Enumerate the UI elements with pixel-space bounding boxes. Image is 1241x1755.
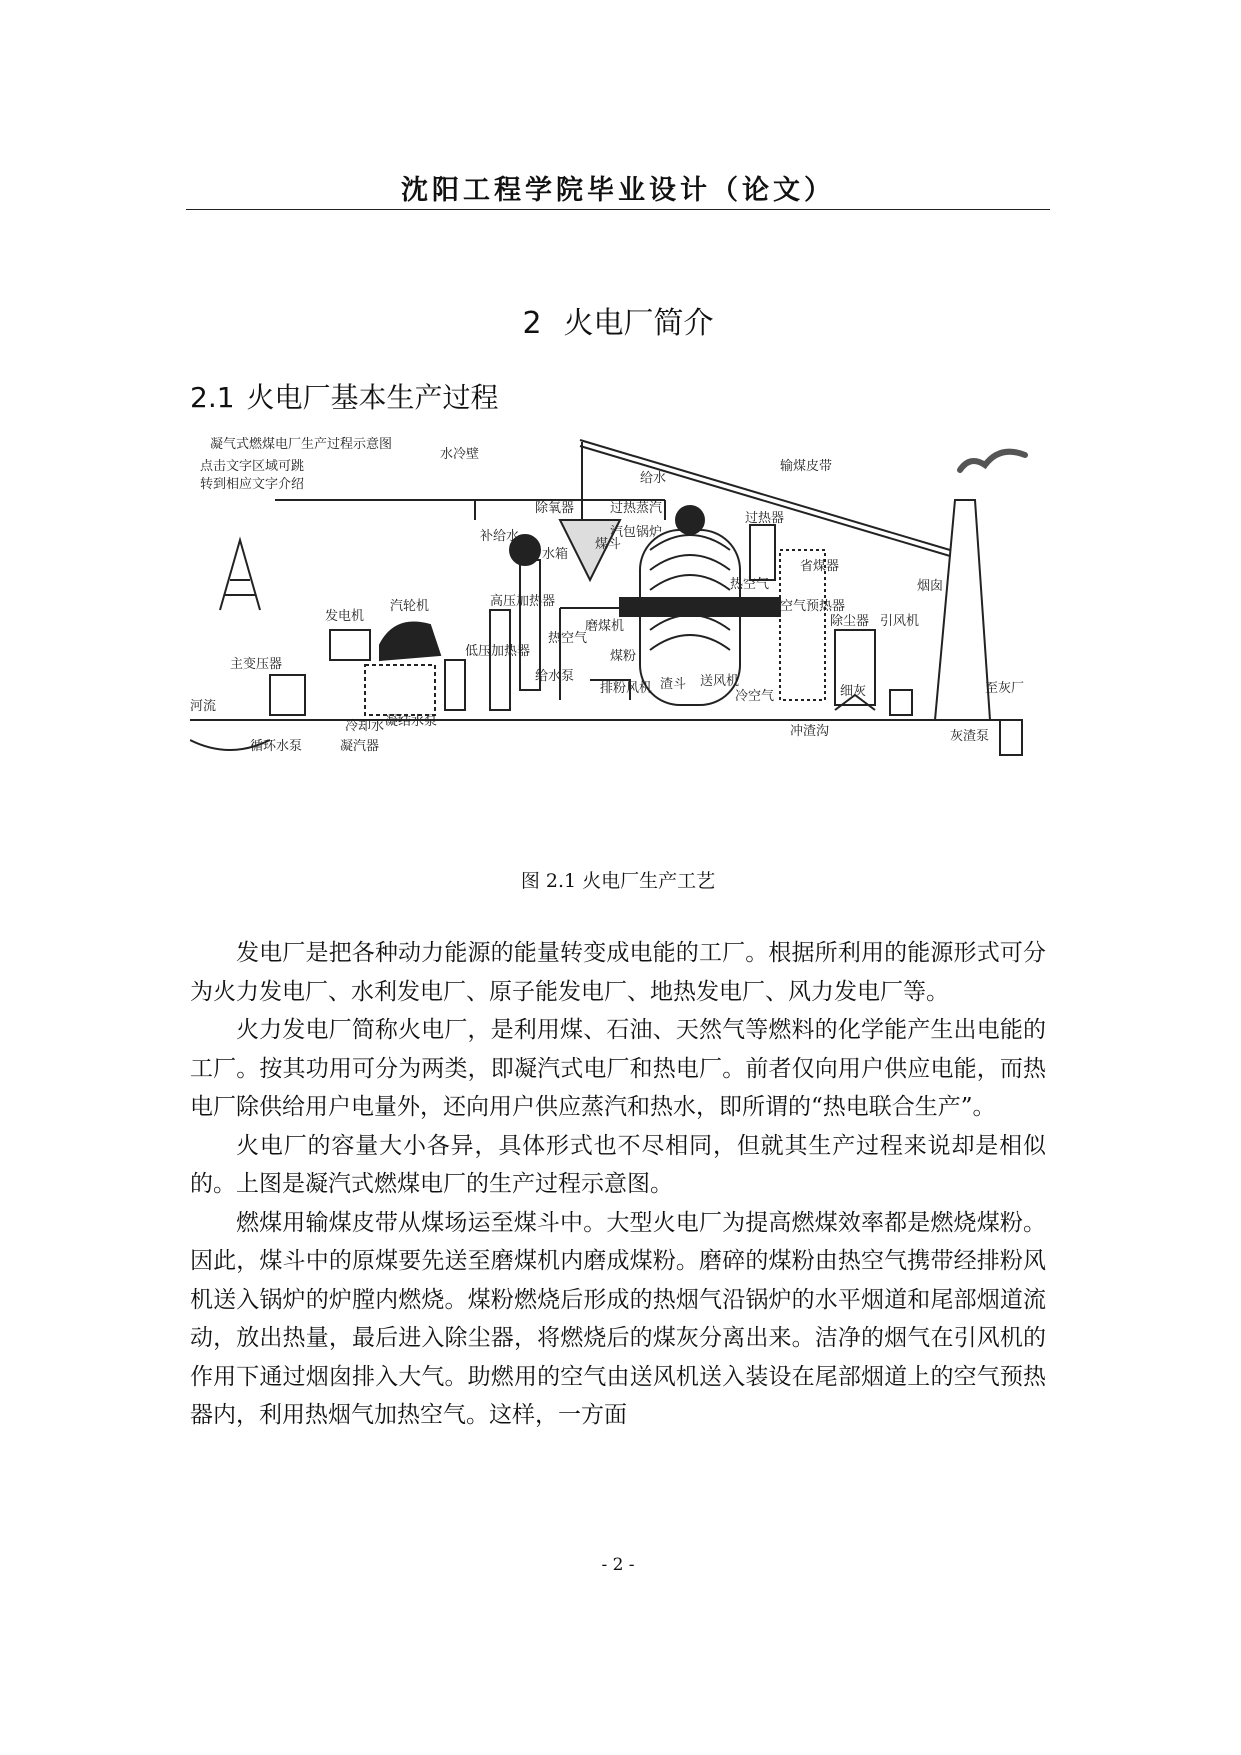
label-lp-heater: 低压加热器 — [465, 644, 531, 659]
paragraph: 火电厂的容量大小各异，具体形式也不尽相同，但就其生产过程来说却是相似的。上图是凝汽式燃煤电厂的生产过程示意图。 — [190, 1132, 1046, 1197]
label-chimney: 烟囱 — [917, 579, 944, 594]
label-coal-powder: 煤粉 — [610, 649, 637, 664]
label-cooling-water: 冷却水 — [345, 719, 385, 734]
page-header-title: 沈阳工程学院毕业设计（论文） — [401, 175, 835, 206]
label-water-tank: 水箱 — [542, 547, 569, 562]
label-turbine: 汽轮机 — [390, 599, 430, 614]
label-river: 河流 — [190, 699, 217, 714]
label-economizer: 省煤器 — [800, 559, 840, 574]
section-number: 2.1 — [190, 381, 235, 414]
figure-caption: 图 2.1 火电厂生产工艺 — [520, 870, 716, 892]
label-superheated-steam: 过热蒸汽 — [610, 501, 663, 516]
label-exhaust-fan: 排粉风机 — [600, 681, 653, 696]
label-dust-collector: 除尘器 — [830, 614, 870, 629]
label-coal-mill: 磨煤机 — [585, 619, 625, 634]
label-slag-pump: 灰渣泵 — [950, 729, 990, 744]
diagram-note-line2: 转到相应文字介绍 — [200, 477, 305, 492]
label-main-transformer: 主变压器 — [230, 657, 283, 672]
power-plant-diagram — [190, 430, 1140, 850]
label-drum-boiler: 汽包锅炉 — [610, 525, 663, 540]
label-to-ash-yard: 至灰厂 — [985, 681, 1025, 696]
label-forced-fan: 送风机 — [700, 674, 740, 689]
paragraph: 发电厂是把各种动力能源的能量转变成电能的工厂。根据所利用的能源形式可分为火力发电厂、水利发电厂、原子能发电厂、地热发电厂、风力发电厂等。 — [190, 940, 1046, 1005]
label-hot-air-top: 热空气 — [730, 577, 770, 592]
chapter-title: 火电厂简介 — [563, 306, 714, 341]
label-slag-trench: 冲渣沟 — [790, 724, 830, 739]
label-induced-fan: 引风机 — [880, 614, 920, 629]
label-circ-pump: 循环水泵 — [250, 739, 303, 754]
label-hot-air-left: 热空气 — [548, 631, 588, 646]
label-condenser: 凝汽器 — [340, 739, 380, 754]
page-number: - 2 - — [601, 1555, 635, 1575]
label-feed-water: 给水 — [640, 471, 667, 486]
label-water-wall: 水冷壁 — [440, 447, 480, 462]
header-rule — [186, 209, 1050, 210]
label-coal-belt: 输煤皮带 — [780, 459, 833, 474]
paragraph: 燃煤用输煤皮带从煤场运至煤斗中。大型火电厂为提高燃煤效率都是燃烧煤粉。因此，煤斗中的原煤要先送至磨煤机内磨成煤粉。磨碎的煤粉由热空气携带经排粉风机送入锅炉的炉膛内燃烧。煤粉燃烧后形成的热烟气沿锅炉的水平烟道和尾部烟道流动，放出热量，最后进入除尘器，将燃烧后的煤灰分离出来。洁净的烟气在引风机的作用下通过烟囱排入大气。助燃用的空气由送风机送入装设在尾部烟道上的空气预热器内，利用热烟气加热空气。这样，一方面 — [190, 1209, 1046, 1428]
label-deaerator: 除氧器 — [535, 501, 575, 516]
chapter-heading — [186, 298, 1050, 342]
label-hp-heater: 高压加热器 — [490, 594, 556, 609]
body-text — [190, 934, 1046, 1435]
label-condensate-pump: 凝结水泵 — [385, 714, 438, 729]
label-fine-ash: 细灰 — [840, 684, 867, 699]
paragraph: 火力发电厂简称火电厂，是利用煤、石油、天然气等燃料的化学能产生出电能的工厂。按其功用可分为两类，即凝汽式电厂和热电厂。前者仅向用户供应电能，而热电厂除供给用户电量外，还向用户供应蒸汽和热水，即所谓的“热电联合生产”。 — [190, 1017, 1046, 1120]
section-title: 火电厂基本生产过程 — [246, 381, 499, 414]
section-heading — [190, 376, 499, 416]
diagram-title: 凝气式燃煤电厂生产过程示意图 — [210, 437, 393, 452]
diagram-note-line1: 点击文字区域可跳 — [200, 459, 305, 474]
label-generator: 发电机 — [325, 609, 365, 624]
label-cold-air: 冷空气 — [735, 689, 775, 704]
label-superheater: 过热器 — [745, 511, 785, 526]
label-coal-hopper: 煤斗 — [595, 537, 622, 552]
label-feed-pump: 给水泵 — [535, 669, 575, 684]
label-air-preheater: 空气预热器 — [780, 599, 846, 614]
chapter-number: 2 — [522, 306, 542, 341]
diagram-svg — [190, 430, 1140, 850]
label-makeup-water: 补给水 — [480, 529, 520, 544]
label-slag-hopper: 渣斗 — [660, 677, 687, 692]
